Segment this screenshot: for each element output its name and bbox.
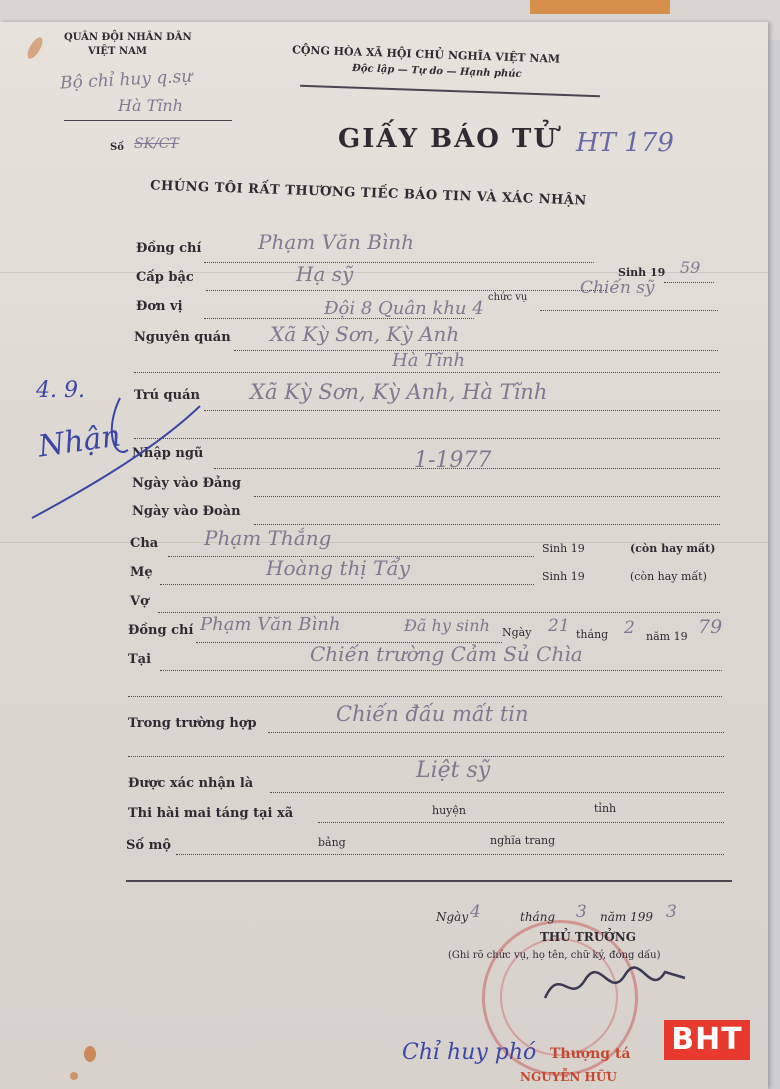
margin-date-note: 4. 9.: [36, 378, 85, 403]
trong-truong-hop-label: Trong trường hợp: [128, 716, 257, 731]
date-thang: tháng: [520, 910, 556, 924]
sinh-line: [664, 282, 714, 283]
nation-title: CỘNG HÒA XÃ HỘI CHỦ NGHĨA VIỆT NAM: [291, 43, 561, 66]
nguyen-quan-label: Nguyên quán: [134, 330, 231, 345]
duoc-xac-nhan-line: [270, 792, 724, 793]
thang-value: 2: [624, 618, 635, 638]
orange-tape: [530, 0, 670, 14]
nhap-ngu-value: 1-1977: [414, 448, 492, 473]
margin-ink-stroke: [24, 390, 224, 530]
dong-chi2-label: Đồng chí: [128, 623, 194, 638]
chuc-vu-line: [540, 310, 718, 311]
vo-line: [158, 612, 720, 613]
don-vi-label: Đơn vị: [136, 299, 183, 314]
nguyen-quan-line: [234, 350, 718, 351]
org-underline: [64, 120, 232, 121]
huyen-label: huyện: [432, 804, 466, 817]
dong-chi-line: [204, 262, 594, 263]
tru-quan-value: Xã Kỳ Sơn, Kỳ Anh, Hà Tĩnh: [250, 380, 548, 404]
don-vi-value: Đội 8 Quân khu 4: [324, 298, 484, 319]
nguyen-quan-line2: [134, 372, 720, 373]
cap-bac-label: Cấp bậc: [136, 270, 194, 285]
ngay-vao-dang-label: Ngày vào Đảng: [132, 476, 241, 491]
date-day: 4: [470, 902, 481, 922]
trong-truong-hop-line: [268, 732, 724, 733]
ngay-value: 21: [548, 616, 570, 636]
org-line1: QUÂN ĐỘI NHÂN DÂN: [64, 32, 192, 43]
signature-scribble: [540, 960, 690, 1010]
tinh-label: tỉnh: [594, 802, 617, 815]
cha-sinh-label: Sinh 19: [542, 542, 585, 555]
document-title: GIẤY BÁO TỬ: [338, 124, 559, 154]
thang-label: tháng: [576, 628, 609, 641]
tai-value: Chiến trường Cảm Sủ Chìa: [310, 642, 583, 666]
me-label: Mẹ: [130, 565, 153, 580]
cap-bac-value: Hạ sỹ: [296, 262, 354, 286]
duoc-xac-nhan-value: Liệt sỹ: [416, 758, 491, 783]
me-line: [160, 584, 534, 585]
tru-quan-line: [204, 410, 720, 411]
nam-value: 79: [698, 616, 723, 638]
nguyen-quan-value2: Hà Tĩnh: [392, 350, 466, 371]
org-line2: VIỆT NAM: [88, 46, 147, 57]
da-hy-sinh-value: Đã hy sinh: [404, 616, 490, 635]
tai-line: [160, 670, 722, 671]
bottom-rule: [126, 880, 732, 882]
chi-huy-text: Chỉ huy phó: [402, 1040, 537, 1065]
rank-stamp: Thượng tá: [550, 1046, 631, 1062]
so-mo-label: Số mộ: [126, 838, 172, 853]
tai-line2: [128, 696, 722, 697]
margin-signature: Nhận: [35, 418, 123, 465]
orange-stain: [70, 1072, 78, 1080]
bang-label: bảng: [318, 836, 346, 849]
me-sinh-label: Sinh 19: [542, 570, 585, 583]
ngay-label: Ngày: [502, 626, 532, 639]
motto: Độc lập — Tự do — Hạnh phúc: [351, 63, 522, 80]
name-stamp: NGUYỄN HỮU: [520, 1070, 617, 1084]
nhap-ngu-label: Nhập ngũ: [132, 446, 204, 461]
org-hand2: Hà Tĩnh: [118, 96, 183, 115]
so-value: SK/CT: [134, 136, 179, 152]
signatory-position: THỦ TRƯỞNG: [540, 930, 636, 944]
subtitle: CHÚNG TÔI RẤT THƯƠNG TIẾC BÁO TIN VÀ XÁC NHẬN: [149, 178, 587, 209]
so-mo-line: [176, 854, 724, 855]
thi-hai-label: Thi hài mai táng tại xã: [128, 806, 294, 821]
nghia-trang-label: nghĩa trang: [490, 834, 556, 847]
vo-label: Vợ: [130, 594, 149, 609]
trong-truong-hop-line2: [128, 756, 724, 757]
ngay-vao-doan-label: Ngày vào Đoàn: [132, 504, 241, 519]
cha-label: Cha: [130, 536, 159, 551]
me-con-hay-mat: (còn hay mất): [630, 570, 707, 583]
date-nam: năm 199: [600, 910, 653, 924]
nam-label: năm 19: [646, 630, 688, 643]
dong-chi-label: Đồng chí: [136, 241, 202, 256]
title-number: HT 179: [576, 128, 674, 158]
thi-hai-line: [318, 822, 724, 823]
trong-truong-hop-value: Chiến đấu mất tin: [336, 702, 529, 726]
bht-logo: BHT: [664, 1020, 750, 1060]
dong-chi2-value: Phạm Văn Bình: [200, 614, 341, 635]
signature-note: (Ghi rõ chức vụ, họ tên, chữ ký, đóng dấu): [448, 950, 661, 961]
ngay-vao-doan-line: [254, 524, 720, 525]
tai-label: Tại: [128, 652, 152, 667]
date-month: 3: [576, 902, 587, 922]
so-label: Số: [110, 142, 124, 153]
sinh-value: 59: [680, 258, 701, 277]
org-hand: Bộ chỉ huy q.sự: [59, 66, 193, 94]
dong-chi-value: Phạm Văn Bình: [258, 230, 415, 254]
nguyen-quan-value: Xã Kỳ Sơn, Kỳ Anh: [270, 322, 460, 346]
cap-bac-line: [206, 290, 606, 291]
tru-quan-label: Trú quán: [134, 388, 200, 403]
ngay-vao-dang-line: [254, 496, 720, 497]
sinh-label: Sinh 19: [618, 266, 666, 279]
cha-value: Phạm Thắng: [204, 526, 332, 550]
date-year: 3: [666, 902, 677, 922]
cha-con-hay-mat: (còn hay mất): [630, 542, 716, 555]
chuc-vu-value: Chiến sỹ: [580, 278, 655, 298]
orange-stain: [84, 1046, 96, 1062]
chuc-vu-label: chức vụ: [488, 292, 528, 303]
duoc-xac-nhan-label: Được xác nhận là: [128, 776, 254, 791]
date-ngay: Ngày: [436, 910, 469, 924]
me-value: Hoàng thị Tẩy: [266, 556, 411, 580]
